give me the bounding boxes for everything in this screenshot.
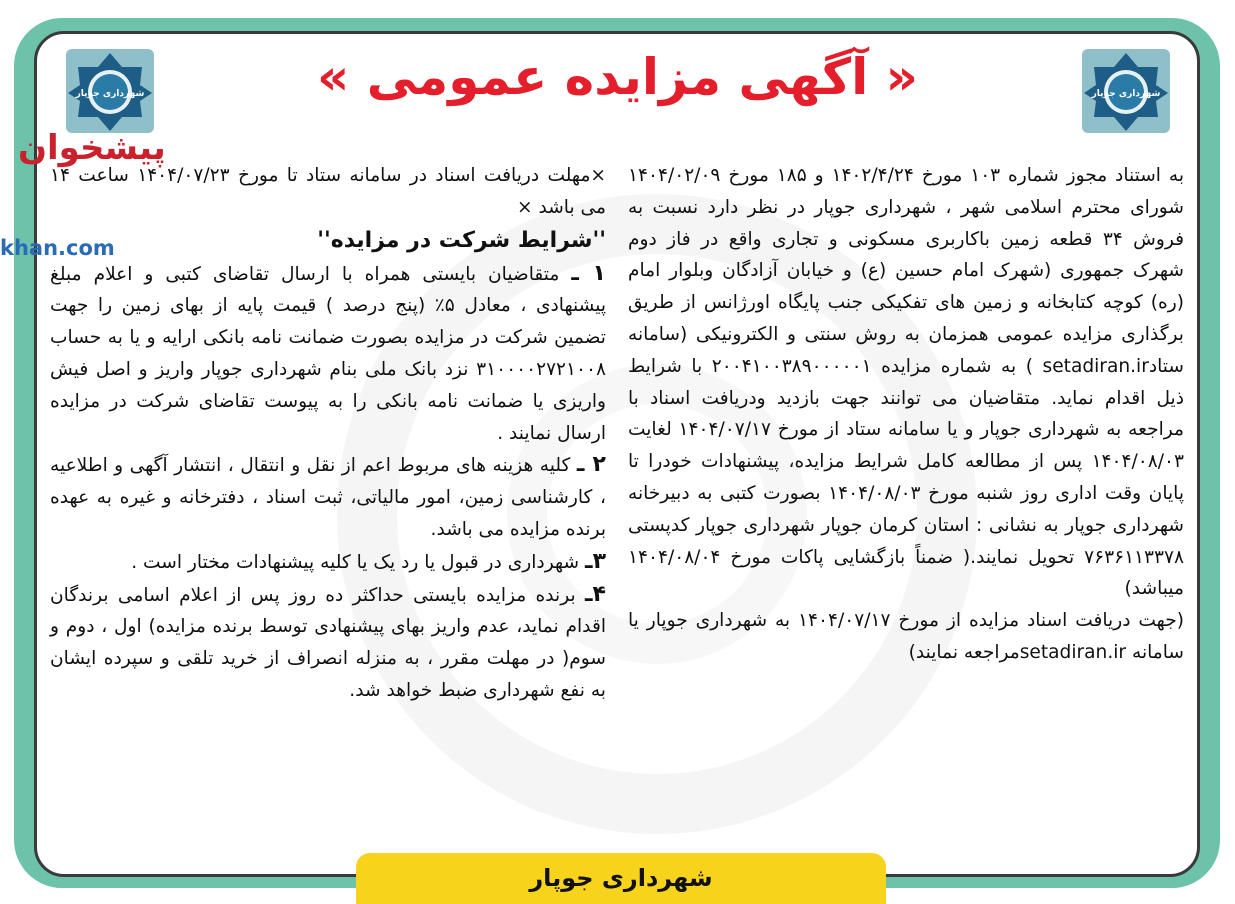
conditions-heading: ''شرایط شرکت در مزایده'' — [317, 227, 606, 253]
condition-text: شهرداری در قبول یا رد یک یا کلیه پیشنهادات مختار است . — [131, 551, 580, 573]
condition-text: برنده مزایده بایستی حداکثر ده روز پس از اعلام اسامی برندگان اقدام نماید، عدم واریز بهای پیشنهادی توسط برنده مزایده) اول ، دوم و سوم( در مهلت مقرر ، به منزله انصراف از خرید تلقی و سپرده ایشان به نفع شهرداری ضبط خواهد شد. — [50, 584, 606, 701]
logo-text: شهرداری جوپار — [1091, 89, 1161, 99]
municipality-logo-right — [1078, 45, 1174, 137]
right-column — [628, 160, 1184, 669]
condition-text: کلیه هزینه های مربوط اعم از نقل و انتقال ، انتشار آگهی و اطلاعیه ، کارشناسی زمین، امور مالیاتی، ثبت اسناد ، دفترخانه و غیره به عهده برنده مزایده می باشد. — [50, 455, 606, 540]
condition-item — [50, 546, 606, 579]
condition-item — [50, 579, 606, 707]
left-column — [50, 160, 606, 707]
page-title: « آگهی مزایده عمومی » — [317, 48, 918, 106]
documents-note: (جهت دریافت اسناد مزایده از مورخ ۱۴۰۴/۰۷/۱۷ به شهرداری جوپار یا سامانه setadiran.irمراجعه نمایند) — [628, 610, 1184, 663]
condition-item — [50, 449, 606, 545]
condition-item — [50, 258, 606, 450]
signature-bar: شهرداری جوپار — [356, 853, 886, 904]
condition-number: ۴ـ — [585, 581, 606, 607]
side-stamp-en: khan.com — [0, 236, 115, 260]
deadline-note: ×مهلت دریافت اسناد در سامانه ستاد تا مورخ ۱۴۰۴/۰۷/۲۳ ساعت ۱۴ می باشد × — [50, 165, 606, 218]
municipality-logo-left — [62, 45, 158, 137]
condition-text: متقاضیان بایستی همراه با ارسال تقاضای کتبی و اعلام مبلغ پیشنهادی ، معادل ۵٪ (پنج درصد ) قیمت پایه از بهای زمین را جهت تضمین شرکت در مزایده بصورت ضمانت نامه بانکی ارایه و یا به حساب ۳۱۰۰۰۰۲۷۲۱۰۰۸ نزد بانک ملی بنام شهرداری جوپار واریز و اصل فیش واریزی یا ضمانت نامه بانکی را به پیوست تقاضای شرکت در مزایده ارسال نمایند . — [50, 263, 606, 444]
condition-number: ۲ ـ — [576, 452, 606, 478]
logo-text: شهرداری جوپار — [75, 89, 145, 99]
condition-number: ۳ـ — [585, 548, 606, 574]
intro-paragraph: به استناد مجوز شماره ۱۰۳ مورخ ۱۴۰۲/۴/۲۴ و ۱۸۵ مورخ ۱۴۰۴/۰۲/۰۹ شورای محترم اسلامی شهر ، شهرداری جوپار در نظر دارد نسبت به فروش ۳۴ قطعه زمین باکاربری مسکونی و تجاری واقع در فاز دوم شهرک جمهوری (شهرک امام حسین (ع) و خیابان آزادگان وبلوار امام (ره) کوچه کتابخانه و زمین های تفکیکی جنب پایگاه اورژانس از طریق برگذاری مزایده عمومی همزمان به روش سنتی و الکترونیکی (سامانه ستادsetadiran.ir ) به شماره مزایده ۲۰۰۴۱۰۰۳۸۹۰۰۰۰۰۱ با شرایط ذیل اقدام نماید. متقاضیان می توانند جهت بازدید ودریافت اسناد با مراجعه به شهرداری جوپار و یا سامانه ستاد از مورخ ۱۴۰۴/۰۷/۱۷ لغایت ۱۴۰۴/۰۸/۰۳ پس از مطالعه کامل شرایط مزایده، پیشنهادات خودرا تا پایان وقت اداری روز شنبه مورخ ۱۴۰۴/۰۸/۰۳ بصورت کتبی به دبیرخانه شهرداری جوپار به نشانی : استان کرمان جوپار شهرداری جوپار کدپستی ۷۶۳۶۱۱۳۳۷۸ تحویل نمایند.( ضمناً بازگشایی پاکات مورخ ۱۴۰۴/۰۸/۰۴ میباشد) — [628, 165, 1184, 600]
condition-number: ۱ ـ — [571, 260, 606, 286]
side-stamp-fa: پیشخوان — [18, 128, 166, 168]
